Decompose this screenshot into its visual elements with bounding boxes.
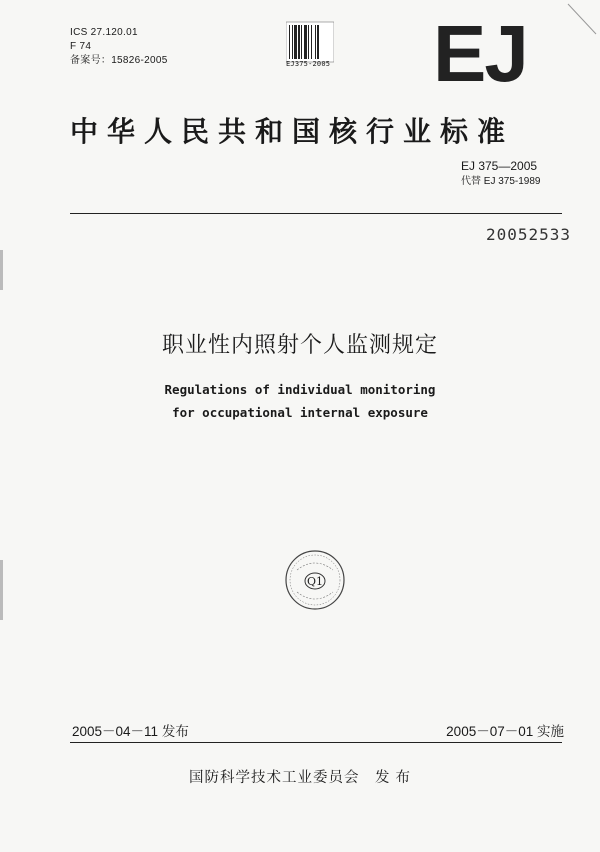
header-divider <box>70 213 562 214</box>
standard-code-block <box>461 158 541 190</box>
title-en-line2: for occupational internal exposure <box>172 405 428 420</box>
document-title-en <box>0 378 600 424</box>
record-number: 备案号：15826-2005 <box>70 55 168 66</box>
barcode-bar <box>304 25 307 59</box>
classification-block <box>70 26 168 68</box>
implementation-date: 2005－07－01 实施 <box>446 724 564 739</box>
barcode-bar <box>315 25 316 59</box>
footer-divider <box>70 742 562 743</box>
stamp-number: 20052533 <box>486 225 572 244</box>
seal-center-text: Q1 <box>306 575 324 588</box>
ej-logo: EJ <box>433 9 527 98</box>
document-title-zh: 职业性内照射个人监测规定 <box>161 332 438 357</box>
standard-code: EJ 375—2005 <box>461 159 538 173</box>
issue-date: 2005－04－11 发布 <box>72 724 189 739</box>
publisher: 国防科学技术工业委员会 发 布 <box>188 770 412 786</box>
barcode-bar <box>317 25 319 59</box>
barcode-bar <box>301 25 302 59</box>
seal-stamp-icon <box>283 548 347 612</box>
barcode-bar <box>292 25 293 59</box>
barcode-bar <box>298 25 300 59</box>
scan-edge-mark <box>0 250 3 290</box>
barcode-icon <box>286 20 334 64</box>
ccs-code: F 74 <box>70 41 92 52</box>
barcode-label: EJ375-2005 <box>286 60 331 68</box>
barcode-bar <box>311 25 312 59</box>
barcode-bar <box>294 25 297 59</box>
page-corner-fold <box>560 0 600 40</box>
scan-edge-mark <box>0 560 3 620</box>
ics-code: ICS 27.120.01 <box>70 27 138 38</box>
title-en-line1: Regulations of individual monitoring <box>164 382 436 397</box>
replaces-code: 代替 EJ 375-1989 <box>461 176 541 187</box>
barcode-bar <box>289 25 290 59</box>
industry-standard-title: 中华人民共和国核行业标准 <box>70 115 515 148</box>
barcode-bar <box>308 25 309 59</box>
